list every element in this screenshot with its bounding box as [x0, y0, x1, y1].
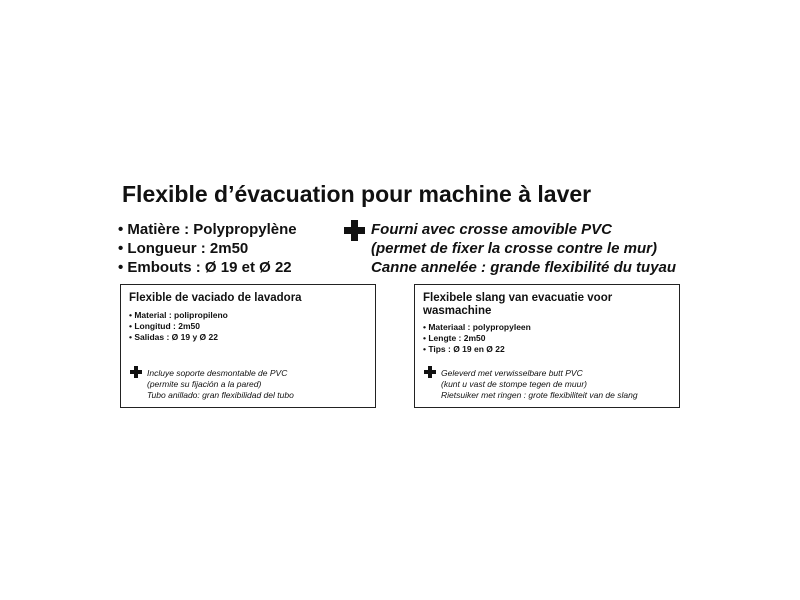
spec-tips-es: • Salidas : Ø 19 y Ø 22 [129, 332, 218, 342]
spec-material-es: • Material : polipropileno [129, 310, 228, 320]
spec-length-fr: • Longueur : 2m50 [118, 240, 249, 257]
spec-tips-nl: • Tips : Ø 19 en Ø 22 [423, 344, 505, 354]
plus-icon [130, 366, 142, 378]
feature-line-es: (permite su fijación a la pared) [147, 379, 262, 389]
spanish-box [120, 284, 376, 408]
feature-line-nl: Rietsuiker met ringen : grote flexibiliteit van de slang [441, 390, 638, 400]
box-title-nl: Flexibele slang van evacuatie voor [423, 292, 613, 304]
plus-icon [344, 220, 365, 241]
feature-line-fr: Canne annelée : grande flexibilité du tuyau [371, 259, 677, 276]
feature-line-fr: (permet de fixer la crosse contre le mur) [371, 240, 657, 257]
feature-line-nl: Geleverd met verwisselbare butt PVC [441, 368, 583, 378]
spec-length-nl: • Lengte : 2m50 [423, 333, 486, 343]
box-title-nl: wasmachine [423, 305, 492, 317]
plus-icon [424, 366, 436, 378]
spec-material-nl: • Materiaal : polypropyleen [423, 322, 531, 332]
feature-line-es: Incluye soporte desmontable de PVC [147, 368, 288, 378]
spec-material-fr: • Matière : Polypropylène [118, 221, 297, 238]
spec-tips-fr: • Embouts : Ø 19 et Ø 22 [118, 259, 292, 276]
page-title: Flexible d’évacuation pour machine à laver [122, 181, 592, 207]
feature-line-fr: Fourni avec crosse amovible PVC [371, 221, 612, 238]
feature-line-nl: (kunt u vast de stompe tegen de muur) [441, 379, 587, 389]
dutch-box [414, 284, 680, 408]
feature-line-es: Tubo anillado: gran flexibilidad del tubo [147, 390, 294, 400]
box-title-es: Flexible de vaciado de lavadora [129, 292, 302, 304]
spec-length-es: • Longitud : 2m50 [129, 321, 200, 331]
